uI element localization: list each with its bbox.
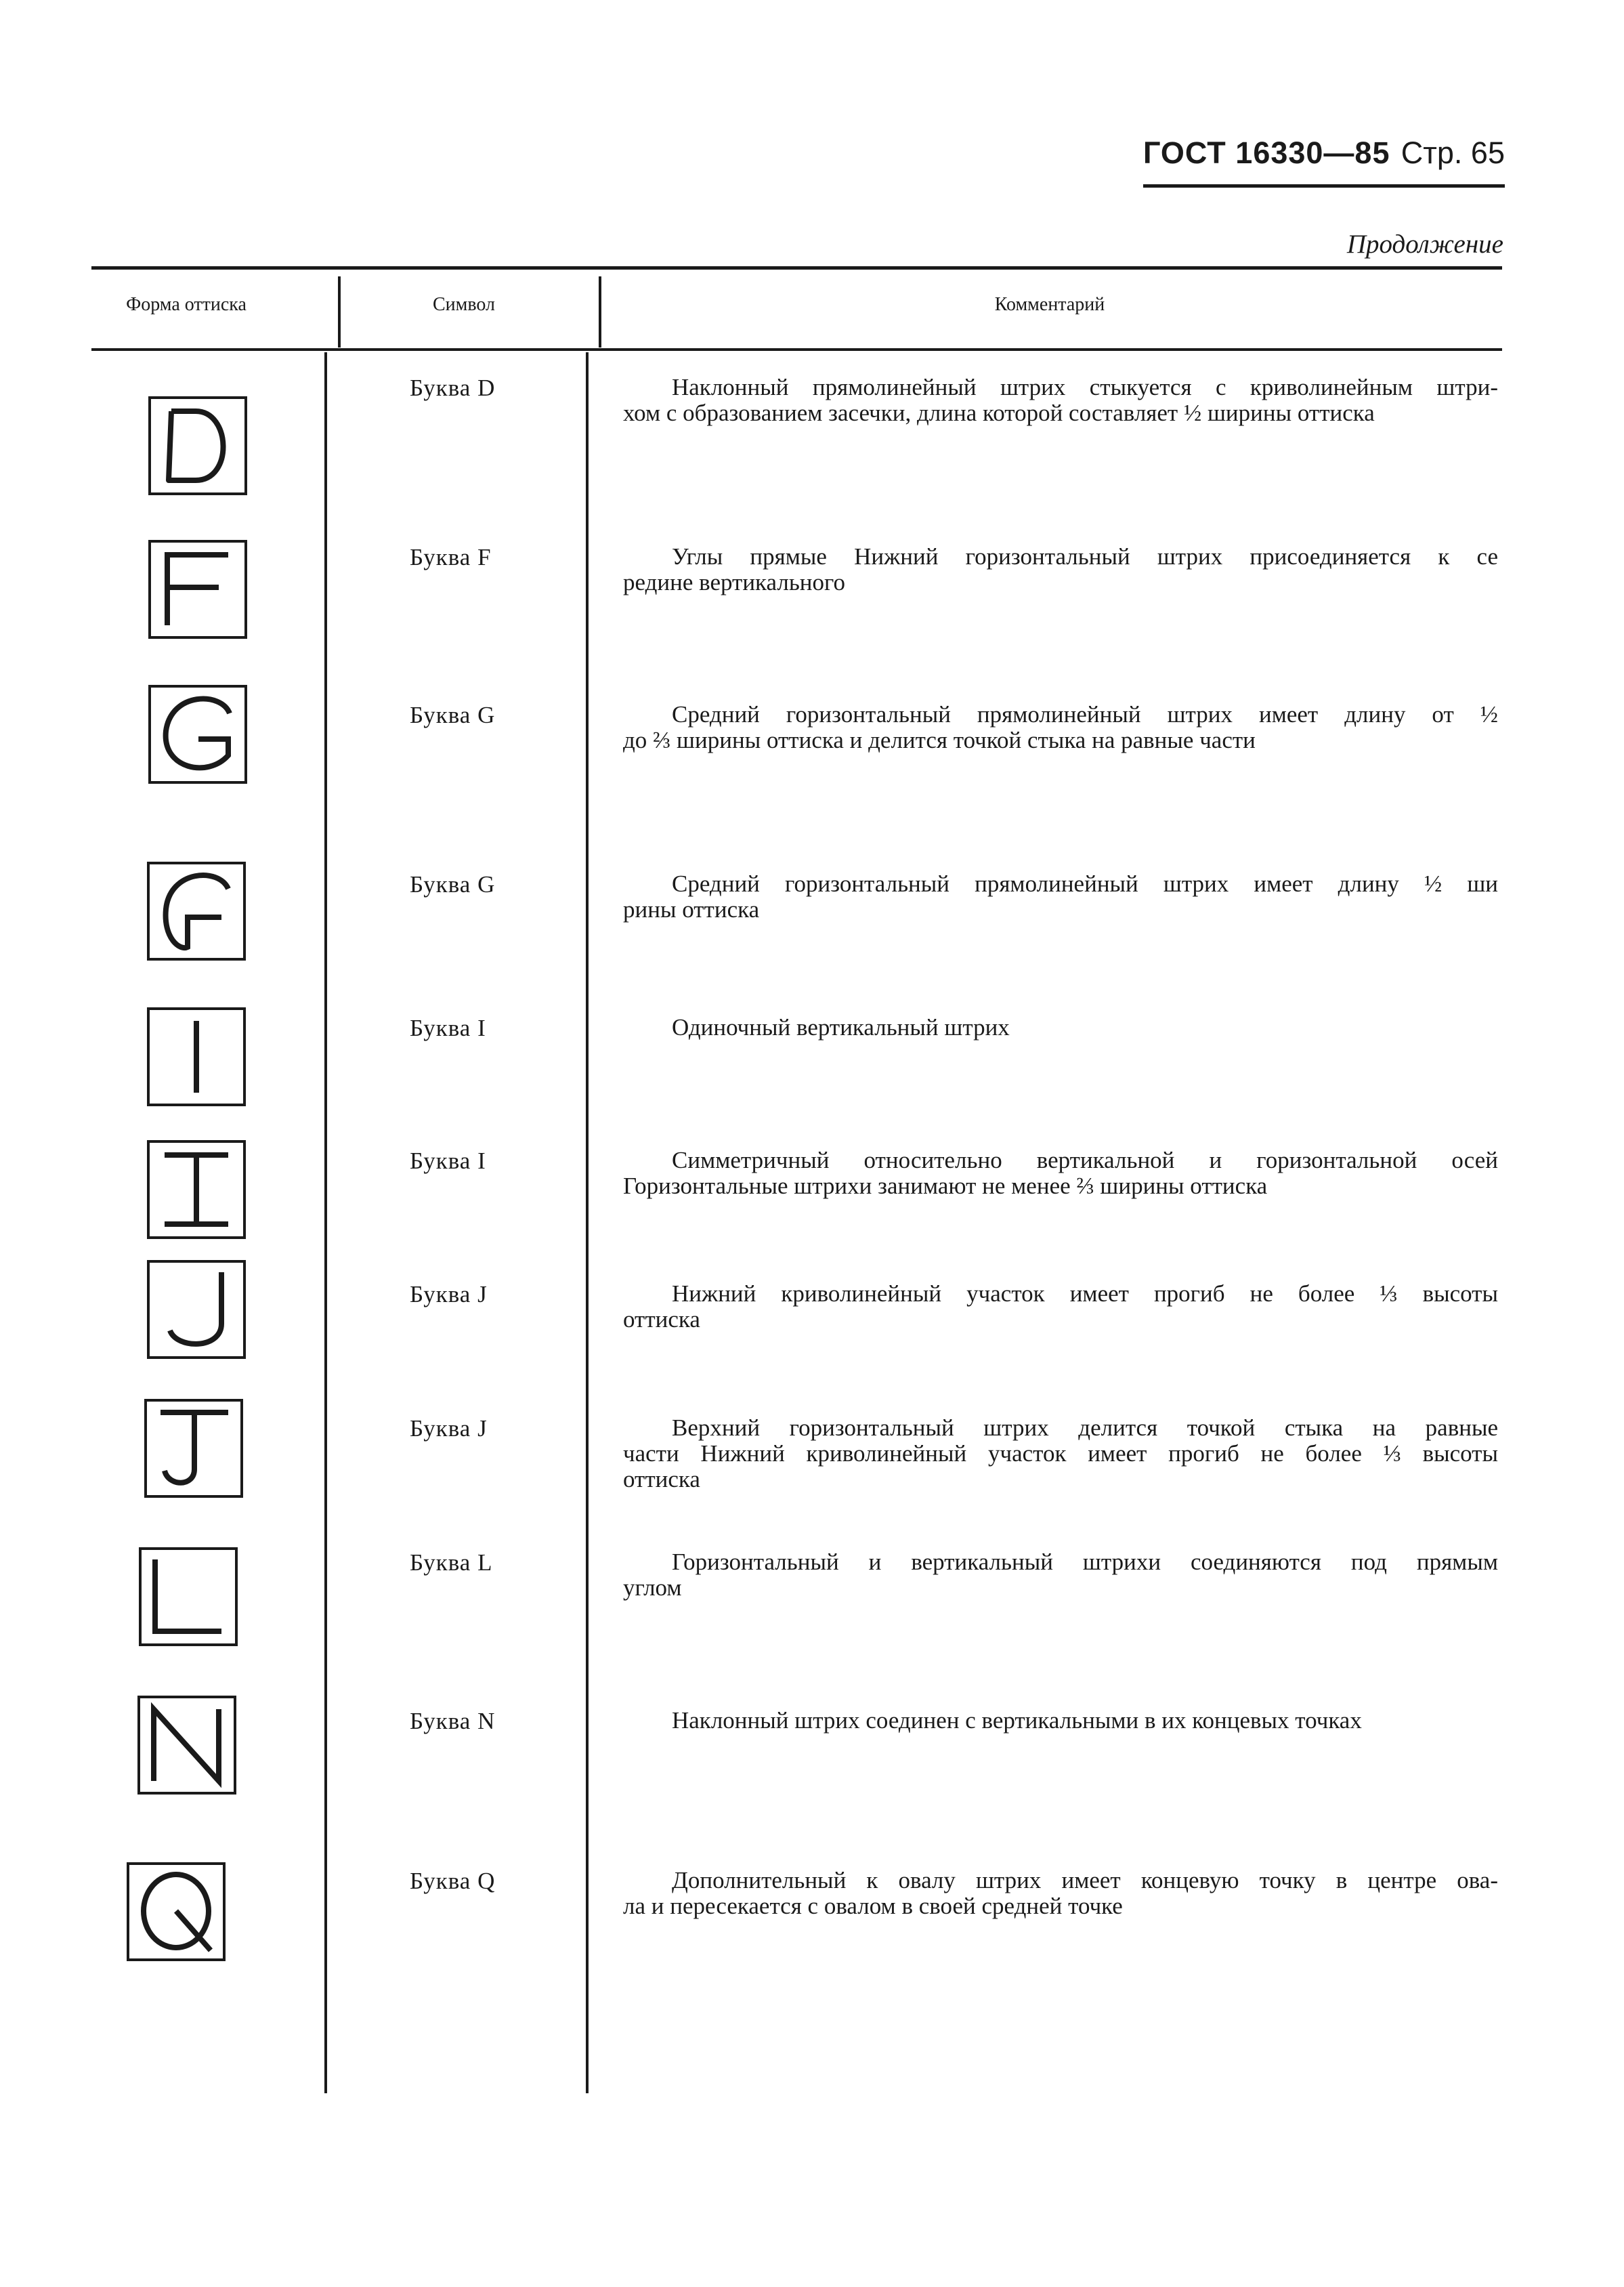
- table-row-comment: Наклонный прямолинейный штрих стыкуется с криволинейным штри- хом с образованием засечки, длина которой составляет ½ ширины оттиска: [623, 374, 1498, 426]
- table-row-symbol: Буква J: [410, 1281, 488, 1307]
- column-divider-1: [338, 276, 341, 348]
- letter-i-variant2-icon: [147, 1140, 246, 1239]
- table-row-comment: Верхний горизонтальный штрих делится точкой стыка на равные части Нижний криволинейный участок имеет прогиб не более ⅓ высоты оттиска: [623, 1414, 1498, 1492]
- table-row-symbol: Буква F: [410, 544, 492, 570]
- column-divider-1-body: [324, 352, 327, 2093]
- table-row-comment: Углы прямые Нижний горизонтальный штрих присоединяется к се редине вертикального: [623, 543, 1498, 595]
- column-divider-2: [599, 276, 601, 348]
- table-row-comment: Горизонтальный и вертикальный штрихи соединяются под прямым углом: [623, 1549, 1498, 1601]
- table-top-rule: [91, 266, 1502, 270]
- table-row-comment: Нижний криволинейный участок имеет прогиб не более ⅓ высоты оттиска: [623, 1280, 1498, 1333]
- continuation-label: Продолжение: [1346, 230, 1503, 259]
- letter-n-icon: [137, 1696, 236, 1795]
- letter-j-variant1-icon: [147, 1260, 246, 1359]
- letter-l-icon: [139, 1547, 238, 1646]
- letter-i-variant1-icon: [147, 1007, 246, 1106]
- letter-d-icon: [148, 396, 247, 495]
- table-row-symbol: Буква D: [410, 375, 496, 401]
- table-row-symbol: Буква N: [410, 1708, 496, 1734]
- standard-code: ГОСТ 16330—85: [1143, 135, 1390, 170]
- table-row-comment: Наклонный штрих соединен с вертикальными в их концевых точках: [672, 1707, 1362, 1734]
- letter-f-icon: [148, 540, 247, 639]
- table-row-comment: Дополнительный к овалу штрих имеет концевую точку в центре ова- ла и пересекается с овалом в своей средней точке: [623, 1867, 1498, 1919]
- table-row-comment: Средний горизонтальный прямолинейный штрих имеет длину от ½ до ⅔ ширины оттиска и делится точкой стыка на равные части: [623, 701, 1498, 753]
- table-row-symbol: Буква G: [410, 871, 496, 898]
- table-row-symbol: Буква I: [410, 1148, 486, 1174]
- table-row-comment: Симметричный относительно вертикальной и горизонтальной осей Горизонтальные штрихи занимают не менее ⅔ ширины оттиска: [623, 1147, 1498, 1199]
- table-row-symbol: Буква Q: [410, 1868, 496, 1894]
- table-row-comment: Одиночный вертикальный штрих: [672, 1014, 1010, 1041]
- column-header-form: Форма оттиска: [126, 294, 247, 315]
- column-divider-2-body: [586, 352, 589, 2093]
- table-row-symbol: Буква L: [410, 1549, 493, 1576]
- table-row-symbol: Буква J: [410, 1415, 488, 1442]
- table-row-symbol: Буква G: [410, 702, 496, 728]
- letter-q-icon: [127, 1862, 226, 1961]
- page-number: Стр. 65: [1401, 135, 1505, 170]
- table-row-symbol: Буква I: [410, 1015, 486, 1041]
- table-row-comment: Средний горизонтальный прямолинейный штрих имеет длину ½ ши рины оттиска: [623, 870, 1498, 923]
- letter-g-variant2-icon: [147, 862, 246, 961]
- letter-g-variant1-icon: [148, 685, 247, 784]
- column-header-symbol: Символ: [432, 294, 495, 315]
- letter-j-variant2-icon: [144, 1399, 243, 1498]
- page-header: [1143, 133, 1505, 188]
- table-header-rule: [91, 348, 1502, 351]
- column-header-comment: Комментарий: [994, 294, 1105, 315]
